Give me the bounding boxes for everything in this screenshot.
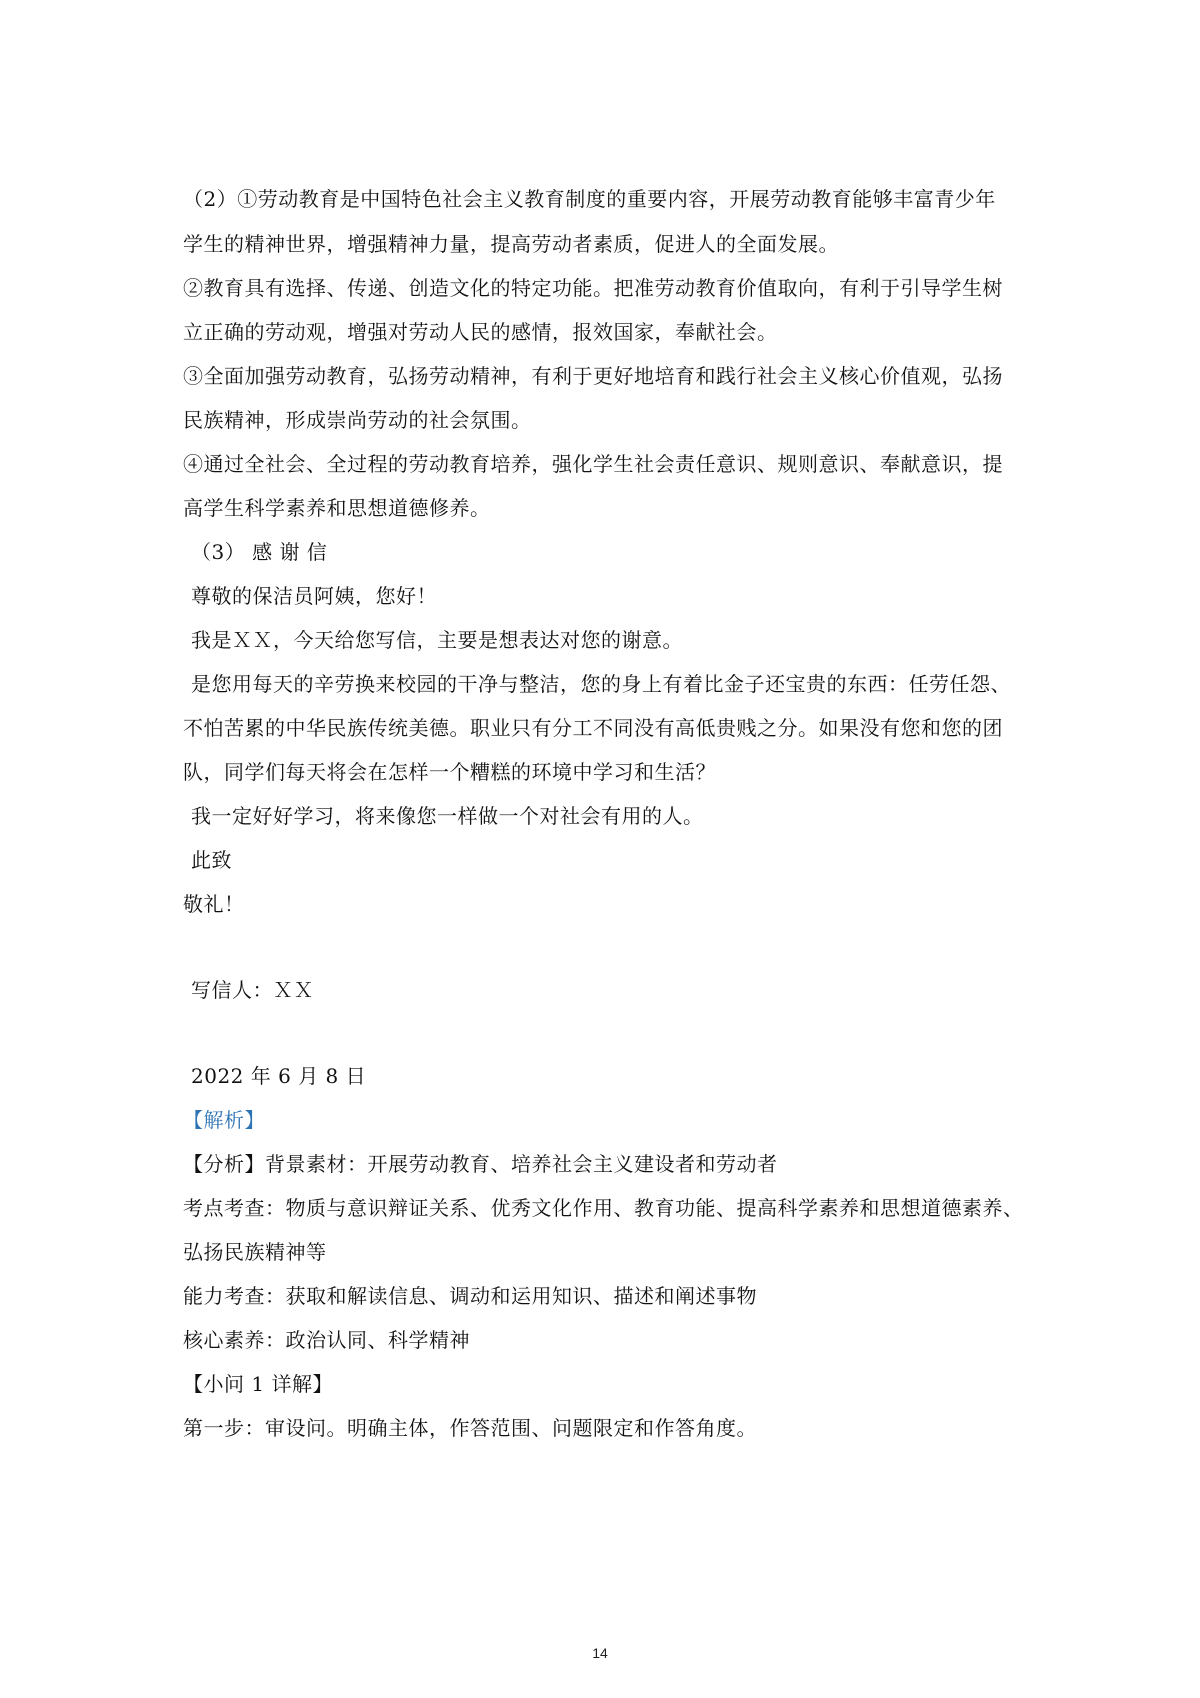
analysis-line: 核心素养：政治认同、科学精神: [183, 1328, 470, 1352]
letter-line: 队，同学们每天将会在怎样一个糟糕的环境中学习和生活？: [183, 760, 716, 784]
letter-line: 我一定好好学习，将来像您一样做一个对社会有用的人。: [191, 804, 704, 828]
analysis-line: 考点考查：物质与意识辩证关系、优秀文化作用、教育功能、提高科学素养和思想道德素养、: [183, 1196, 1024, 1220]
paragraph-line: 学生的精神世界，增强精神力量，提高劳动者素质，促进人的全面发展。: [183, 232, 839, 256]
letter-closing: 敬礼！: [183, 892, 245, 916]
letter-signature: 写信人：ＸＸ: [191, 978, 314, 1002]
analysis-line: 能力考查：获取和解读信息、调动和运用知识、描述和阐述事物: [183, 1284, 757, 1308]
analysis-line: 弘扬民族精神等: [183, 1240, 327, 1264]
letter-line: 不怕苦累的中华民族传统美德。职业只有分工不同没有高低贵贱之分。如果没有您和您的团: [183, 716, 1003, 740]
paragraph-line: 立正确的劳动观，增强对劳动人民的感情，报效国家，奉献社会。: [183, 320, 778, 344]
paragraph-line: ④通过全社会、全过程的劳动教育培养，强化学生社会责任意识、规则意识、奉献意识，提: [183, 452, 1003, 476]
paragraph-line: 民族精神，形成崇尚劳动的社会氛围。: [183, 408, 532, 432]
paragraph-line: ②教育具有选择、传递、创造文化的特定功能。把准劳动教育价值取向，有利于引导学生树: [183, 276, 1003, 300]
letter-date: 2022 年 6 月 8 日: [191, 1064, 367, 1088]
subquestion-heading: 【小问 1 详解】: [183, 1372, 333, 1396]
analysis-line: 第一步：审设问。明确主体，作答范围、问题限定和作答角度。: [183, 1416, 757, 1440]
paragraph-line: 高学生科学素养和思想道德修养。: [183, 496, 491, 520]
page-number: 14: [592, 1645, 608, 1661]
letter-closing: 此致: [191, 848, 232, 872]
letter-line: 是您用每天的辛劳换来校园的干净与整洁，您的身上有着比金子还宝贵的东西：任劳任怨、: [191, 672, 1011, 696]
paragraph-line: ③全面加强劳动教育，弘扬劳动精神，有利于更好地培育和践行社会主义核心价值观，弘扬: [183, 364, 1003, 388]
letter-line: 我是ＸＸ，今天给您写信，主要是想表达对您的谢意。: [191, 628, 683, 652]
paragraph-line: （2）①劳动教育是中国特色社会主义教育制度的重要内容，开展劳动教育能够丰富青少年: [183, 187, 996, 211]
analysis-line: 【分析】背景素材：开展劳动教育、培养社会主义建设者和劳动者: [183, 1152, 778, 1176]
analysis-heading: 【解析】: [183, 1108, 265, 1132]
letter-heading: （3） 感 谢 信: [191, 540, 328, 564]
letter-salutation: 尊敬的保洁员阿姨，您好！: [191, 584, 437, 608]
